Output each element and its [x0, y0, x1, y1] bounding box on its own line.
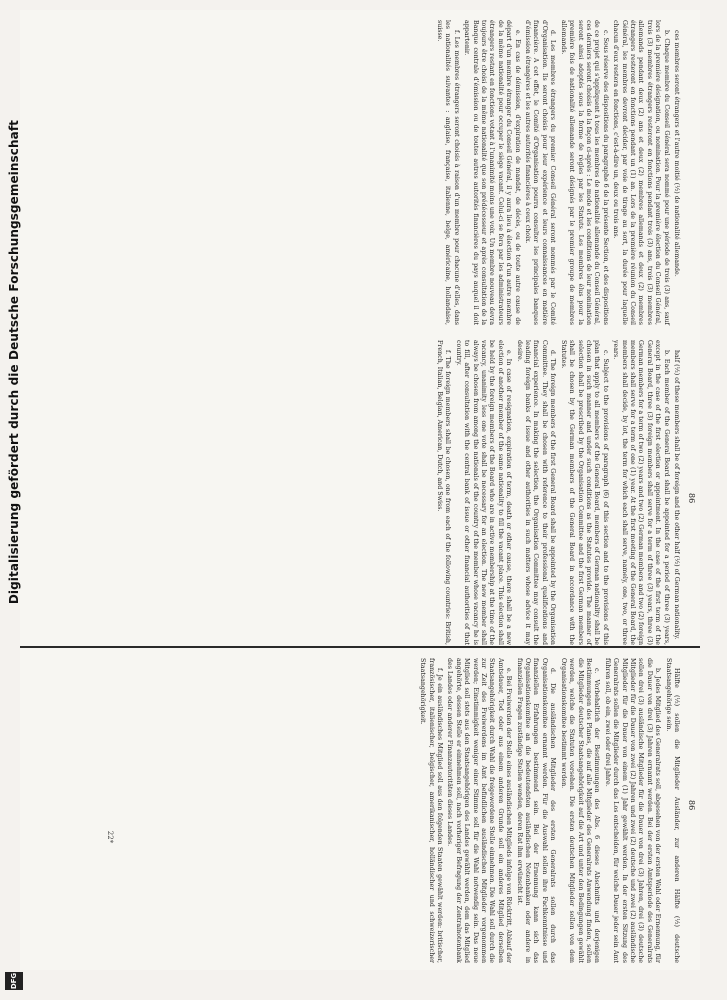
en-paragraph-c: c. Subject to the provisions of paragraph (6) of this section and to the provisions of this plan that apply to all members of the General Board, members of German nationality shall be chosen in such manner and under such conditions as the Statutes provide. The manner of selection shall be prescribed by the Organisation Committee and the first German members shall be chosen by the German members of the General Board in accordance with the Statutes.	[559, 340, 609, 645]
english-column	[433, 340, 680, 645]
de-paragraph-f: f. Je ein ausländisches Mitglied soll aus den folgenden Staaten gewählt werden: britischer, französischer, italienischer, belgischer, amerikanischer, holländischer und schweizerischer Staatsangehörigkeit.	[419, 658, 444, 963]
dfg-logo: DFG	[5, 972, 23, 990]
french-column	[433, 20, 680, 325]
fr-paragraph-e: e. En cas de démission, d'expiration de mandat, de décès, ou de toute autre cause de départ d'un membre étranger du Conseil Général, il y aura lieu à élection d'un autre membre de la même nationalité pour occuper le siège vacant. Celui-ci se fera par les administrateurs étrangers restant en fonctions votant à l'unanimité moins une voix. Un membre nouveau devra toujours être choisi de la même nationalité que son prédécesseur et après consultation de la Banque centrale d'émission ou de toutes autres autorités financières du pays auquel il doit appartenir.	[463, 20, 521, 325]
en-paragraph-intro: half (½) of these members shall be of foreign and the other half (½) of German nationality.	[673, 350, 680, 640]
de-paragraph-c: c. Vorbehaltlich der Bestimmungen des Abs. 6 dieses Abschnitts und derjenigen Bestimmungen des Planes, die auf alle Mitglieder des Generalrats Anwendung finden, sollen die Mitglieder deutscher Staatsangehörigkeit auf die Art und unter den Bedingungen gewählt werden, welche die Statuten vorsehen. Die ersten deutschen Mitglieder sollen von dem Organisationskomitee bestimmt werden.	[559, 658, 601, 963]
fr-paragraph-intro: ces membres seront étrangers et l'autre moitié (½) de nationalité allemande.	[673, 30, 680, 277]
fr-paragraph-d: d. Les membres étrangers du premier Conseil Général seront nommés par le Comité d'Organisation. Ils seront choisis pour leur expérience et leurs connaissances en matière financière. A cet effet, le Comité d'Organisation pourra consulter les principales banques d'émission étrangères et les autres autorités financières à ceux choix.	[524, 20, 557, 325]
de-paragraph-e: e. Bei Freiwerden der Stelle eines ausländischen Mitglieds infolge von Rücktritt, Ablauf der Amtsdauer, Tod oder aus einem anderen Grunde soll ein anderes Mitglied derselben Staatsangehörigkeit durch Wahl die freigewordene Stelle einnehmen. Die Wahl soll durch die zur Zeit des Freiwerdens im Amt befindlichen ausländischen Mitglieder vorgenommen werden; Einstimmigkeit weniger einer Stimme soll für die Wahl notwendig sein. Das neue Mitglied soll stets aus den Staatsangehörigen des Landes gewählt werden, dem das Mitglied angehörte, dessen Stelle er einnehmen soll, nach vorheriger Befragung der Zentralnotenbank des Landes oder anderer Finanzautoritäten dieses Landes.	[446, 658, 513, 963]
german-column	[416, 658, 680, 963]
fr-paragraph-f: f. Les membres étrangers seront choisis à raison d'un membre pour chacune d'elles, dans les nationalités suivantes : anglaise, française, italienne, belge, américaine, hollandaise, suisse.	[436, 20, 460, 325]
rotated-document-scan	[20, 10, 700, 970]
en-paragraph-d: d. The foreign members of the first General Board shall be appointed by the Organisation Committee. They shall be chosen with reference to their professional qualifications and financial experience. In making the selection, the Organisation Committee may consult the leading foreign banks of issue and other authorities in such matters whose advice it may desire.	[515, 340, 557, 645]
fr-paragraph-b: b. Chaque membre du Conseil Général sera nommé pour une période de trois (3) ans, sauf lors de la première désignation, ou nomination. Pour la première élection du Conseil Général, trois (3) membres étrangers resteront en fonctions pendant trois (3) ans, trois (3) membres allemands pendant deux (2) ans et deux (2) membres allemands et deux (2) membres étrangers resteront en fonctions pendant un (1) an. Lors de la première réunion du Conseil Général, les membres devront décider, par voie de tirage au sort, la durée pour laquelle chacun d'eux restera en fonctions, c'est-à-dire un, deux ou trois ans.	[612, 20, 670, 325]
page-number-right: 86	[687, 800, 696, 811]
digitization-credit-label: Digitalisierung gefördert durch die Deutsche Forschungsgemeinschaft	[7, 120, 21, 605]
page-number-left: 86	[687, 493, 696, 504]
fr-paragraph-c: c. Sous réserve des dispositions du paragraphe 6 de la présente Section, et des dispositions de ce projet qui s'appliquent à tous les membres de nationalité allemande du Conseil Général, ces derniers seront choisis de la façon ci-après : Le mode et les conditions de leur nomination seront ainsi adoptés sous la forme de règles par les Statuts. Les membres élus pour la première fois de nationalité allemande seront désignés par le premier groupe de membres allemands.	[559, 20, 609, 325]
en-paragraph-e: e. In case of resignation, expiration of term, death or other cause, there shall be a new election of another member of the same nationality to fill the vacant place. This election shall be held by the foreign members of the Board who are in active membership at the time of the vacancy, unanimity less one vote shall be necessary for an election. The new member shall always be chosen from among the nationals of the country of the member whose vacancy he is to fill, after consultation with the central bank of issue or other financial authorities of that country.	[454, 340, 513, 645]
en-paragraph-f: f. The foreign members shall be chosen, one from each of the following countries: British, French, Italian, Belgian, American, Dutch, and Swiss.	[436, 340, 452, 645]
footnote-mark: 22*	[106, 830, 115, 844]
de-paragraph-b: b. Jedes Mitglied des Generalrats soll, abgesehen von der ersten Wahl oder Ernennung, für die Dauer von drei (3) Jahren ernannt werden. Bei der ersten Amtsperiode des Generalrats sollen drei (3) ausländische Mitglieder für die Dauer von drei (3) Jahren, drei (3) deutsche Mitglieder für die Dauer von zwei (2) Jahren und zwei (2) deutsche und zwei (2) ausländische Mitglieder für die Dauer von einem (1) Jahr gewählt werden. In der ersten Sitzung des Generalrats sollen die Mitglieder durch das Los entscheiden, für welche Dauer jeder sein Amt führen soll, ob ein, zwei oder drei Jahre.	[603, 658, 662, 963]
page-divider-line	[20, 646, 700, 648]
de-paragraph-intro: Hälfte (½) sollen die Mitglieder Ausländer, zur anderen Hälfte (½) deutsche Staatsangehörige sein.	[664, 658, 680, 963]
en-paragraph-b: b. Each member of the General Board shall be appointed for a period of three (3) years, except in the case of the first election or appointment. In the case of the first term of the General Board, three (3) foreign members shall serve for a term of three (3) years, three (3) German members for a term of two (2) years and two (2) German members and two (2) foreign members shall serve for a term of one (1) year. At the first meeting of the General Board, the members shall decide, by lot, the term for which each shall serve, namely, one, two, or three years.	[612, 340, 670, 645]
de-paragraph-d: d. Die ausländischen Mitglieder des ersten Generalrats sollen durch das Organisationskomitee ernannt werden. Für die Auswahl sollen ihre Fachkenntnisse und finanziellen Erfahrungen bestimmend sein. Bei der Ernennung kann sich das Organisationskomitee an die bedeutendsten ausländischen Notenbanken oder andere in finanziellen Fragen zuständige Stellen wenden, deren Rat ihm erwünscht ist.	[515, 658, 557, 963]
